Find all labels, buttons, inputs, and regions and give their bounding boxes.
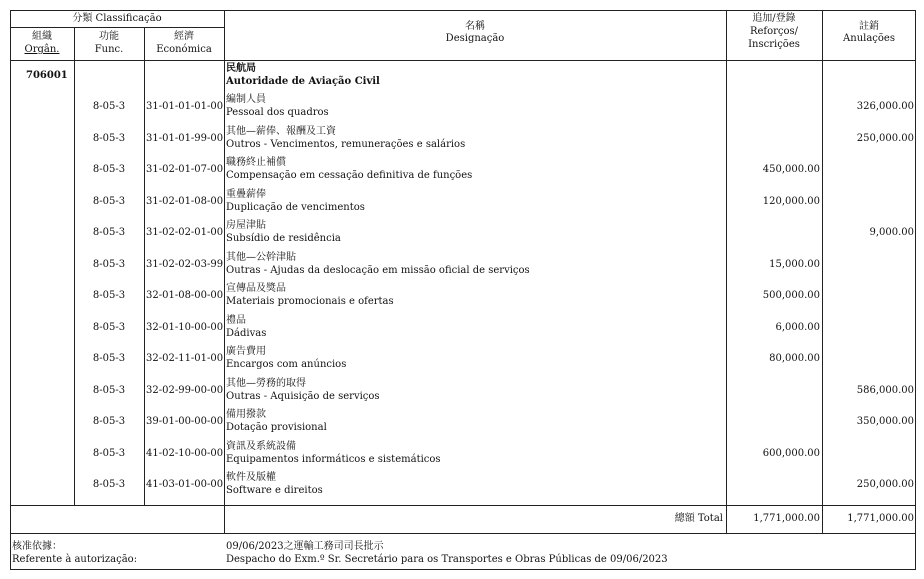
row-name-pt: Outras - Aquisição de serviços: [226, 391, 380, 402]
col-divider: [224, 10, 225, 533]
footer-divider: [10, 533, 916, 534]
row-econ-code: 32-01-10-00-00: [146, 322, 224, 333]
row-name-zh: 編制人員: [226, 94, 266, 105]
header-econ-zh: 經濟: [174, 31, 194, 42]
row-econ-code: 31-02-01-07-00: [146, 164, 224, 175]
row-econ-code: 32-02-11-01-00: [146, 353, 224, 364]
row-anulacao: 326,000.00: [856, 101, 914, 112]
header-reforcos-zh: 追加/登錄: [752, 13, 796, 24]
row-name-zh: 宣傳品及獎品: [226, 283, 286, 294]
header-organ-zh: 組織: [32, 31, 52, 42]
row-econ-code: 41-03-01-00-00: [146, 479, 224, 490]
row-name-zh: 重疊薪俸: [226, 189, 266, 200]
row-reforco: 15,000.00: [769, 259, 820, 270]
footer-text-pt: Despacho do Exm.º Sr. Secretário para os Transportes e Obras Públicas de 09/06/2023: [226, 554, 668, 565]
row-anulacao: 250,000.00: [856, 133, 914, 144]
header-organ-pt: Orgân.: [24, 44, 60, 55]
row-func-code: 8-05-3: [92, 259, 126, 270]
entity-name-zh: 民航局: [226, 63, 256, 74]
row-anulacao: 9,000.00: [869, 227, 914, 238]
row-func-code: 8-05-3: [92, 448, 126, 459]
row-reforco: 450,000.00: [762, 164, 820, 175]
total-divider: [10, 505, 916, 506]
header-reforcos-pt2: Inscrições: [748, 39, 800, 50]
row-reforco: 500,000.00: [762, 290, 820, 301]
row-name-pt: Software e direitos: [226, 485, 323, 496]
row-reforco: 6,000.00: [775, 322, 820, 333]
header-classification: 分類 Classificação: [72, 13, 162, 24]
row-name-zh: 資訊及系統設備: [226, 441, 296, 452]
row-name-zh: 其他—勞務的取得: [226, 378, 306, 389]
row-func-code: 8-05-3: [92, 385, 126, 396]
row-func-code: 8-05-3: [92, 227, 126, 238]
footer-label-zh: 核准依據：: [12, 541, 62, 552]
row-name-zh: 禮品: [226, 315, 246, 326]
total-anulacoes: 1,771,000.00: [847, 513, 914, 524]
row-name-pt: Dádivas: [226, 328, 267, 339]
header-func-zh: 功能: [99, 31, 119, 42]
row-name-pt: Outras - Ajudas da deslocação em missão oficial de serviços: [226, 265, 530, 276]
row-name-zh: 房屋津貼: [226, 220, 266, 231]
header-designation-zh: 名稱: [465, 21, 485, 32]
row-anulacao: 350,000.00: [856, 416, 914, 427]
row-name-pt: Subsídio de residência: [226, 233, 341, 244]
header-anulacoes-pt: Anulações: [843, 33, 895, 44]
row-func-code: 8-05-3: [92, 353, 126, 364]
row-func-code: 8-05-3: [92, 479, 126, 490]
row-name-pt: Outros - Vencimentos, remunerações e salários: [226, 139, 466, 150]
row-econ-code: 31-02-02-03-99: [146, 259, 224, 270]
row-econ-code: 32-01-08-00-00: [146, 290, 224, 301]
row-func-code: 8-05-3: [92, 196, 126, 207]
row-func-code: 8-05-3: [92, 101, 126, 112]
classification-divider: [10, 27, 224, 28]
row-func-code: 8-05-3: [92, 290, 126, 301]
row-func-code: 8-05-3: [92, 322, 126, 333]
row-name-pt: Pessoal dos quadros: [226, 107, 329, 118]
row-name-zh: 其他—公幹津貼: [226, 252, 296, 263]
total-reforcos: 1,771,000.00: [753, 513, 820, 524]
row-func-code: 8-05-3: [92, 164, 126, 175]
row-anulacao: 250,000.00: [856, 479, 914, 490]
row-reforco: 80,000.00: [769, 353, 820, 364]
header-func-pt: Func.: [94, 44, 124, 55]
col-divider: [822, 10, 823, 533]
col-divider: [144, 27, 145, 505]
row-name-pt: Compensação em cessação definitiva de funções: [226, 170, 473, 181]
footer-label-pt: Referente à autorização:: [12, 554, 138, 565]
row-name-zh: 其他—薪俸、報酬及工資: [226, 126, 336, 137]
row-name-zh: 廣告費用: [226, 346, 266, 357]
row-econ-code: 41-02-10-00-00: [146, 448, 224, 459]
row-name-zh: 備用撥款: [226, 409, 266, 420]
header-reforcos-pt1: Reforços/: [749, 26, 799, 37]
row-econ-code: 31-01-01-01-00: [146, 101, 224, 112]
row-name-pt: Duplicação de vencimentos: [226, 202, 365, 213]
row-econ-code: 32-02-99-00-00: [146, 385, 224, 396]
row-name-pt: Dotação provisional: [226, 422, 327, 433]
row-anulacao: 586,000.00: [856, 385, 914, 396]
row-func-code: 8-05-3: [92, 416, 126, 427]
entity-code: 706001: [26, 70, 68, 81]
row-name-zh: 軟件及版權: [226, 472, 276, 483]
header-anulacoes-zh: 註銷: [859, 21, 879, 32]
row-func-code: 8-05-3: [92, 133, 126, 144]
row-econ-code: 31-02-01-08-00: [146, 196, 224, 207]
row-name-zh: 職務終止補償: [226, 157, 286, 168]
row-reforco: 600,000.00: [762, 448, 820, 459]
entity-name-pt: Autoridade de Aviação Civil: [226, 76, 380, 87]
row-econ-code: 31-01-01-99-00: [146, 133, 224, 144]
row-reforco: 120,000.00: [762, 196, 820, 207]
row-name-pt: Equipamentos informáticos e sistemáticos: [226, 454, 441, 465]
row-name-pt: Encargos com anúncios: [226, 359, 347, 370]
row-econ-code: 31-02-02-01-00: [146, 227, 224, 238]
row-name-pt: Materiais promocionais e ofertas: [226, 296, 394, 307]
footer-text-zh: 09/06/2023之運輸工務司司長批示: [226, 541, 384, 552]
header-designation-pt: Designação: [445, 33, 505, 44]
header-econ-pt: Económica: [156, 44, 212, 55]
total-label: 總額 Total: [674, 513, 723, 524]
row-econ-code: 39-01-00-00-00: [146, 416, 224, 427]
header-divider: [10, 60, 916, 61]
